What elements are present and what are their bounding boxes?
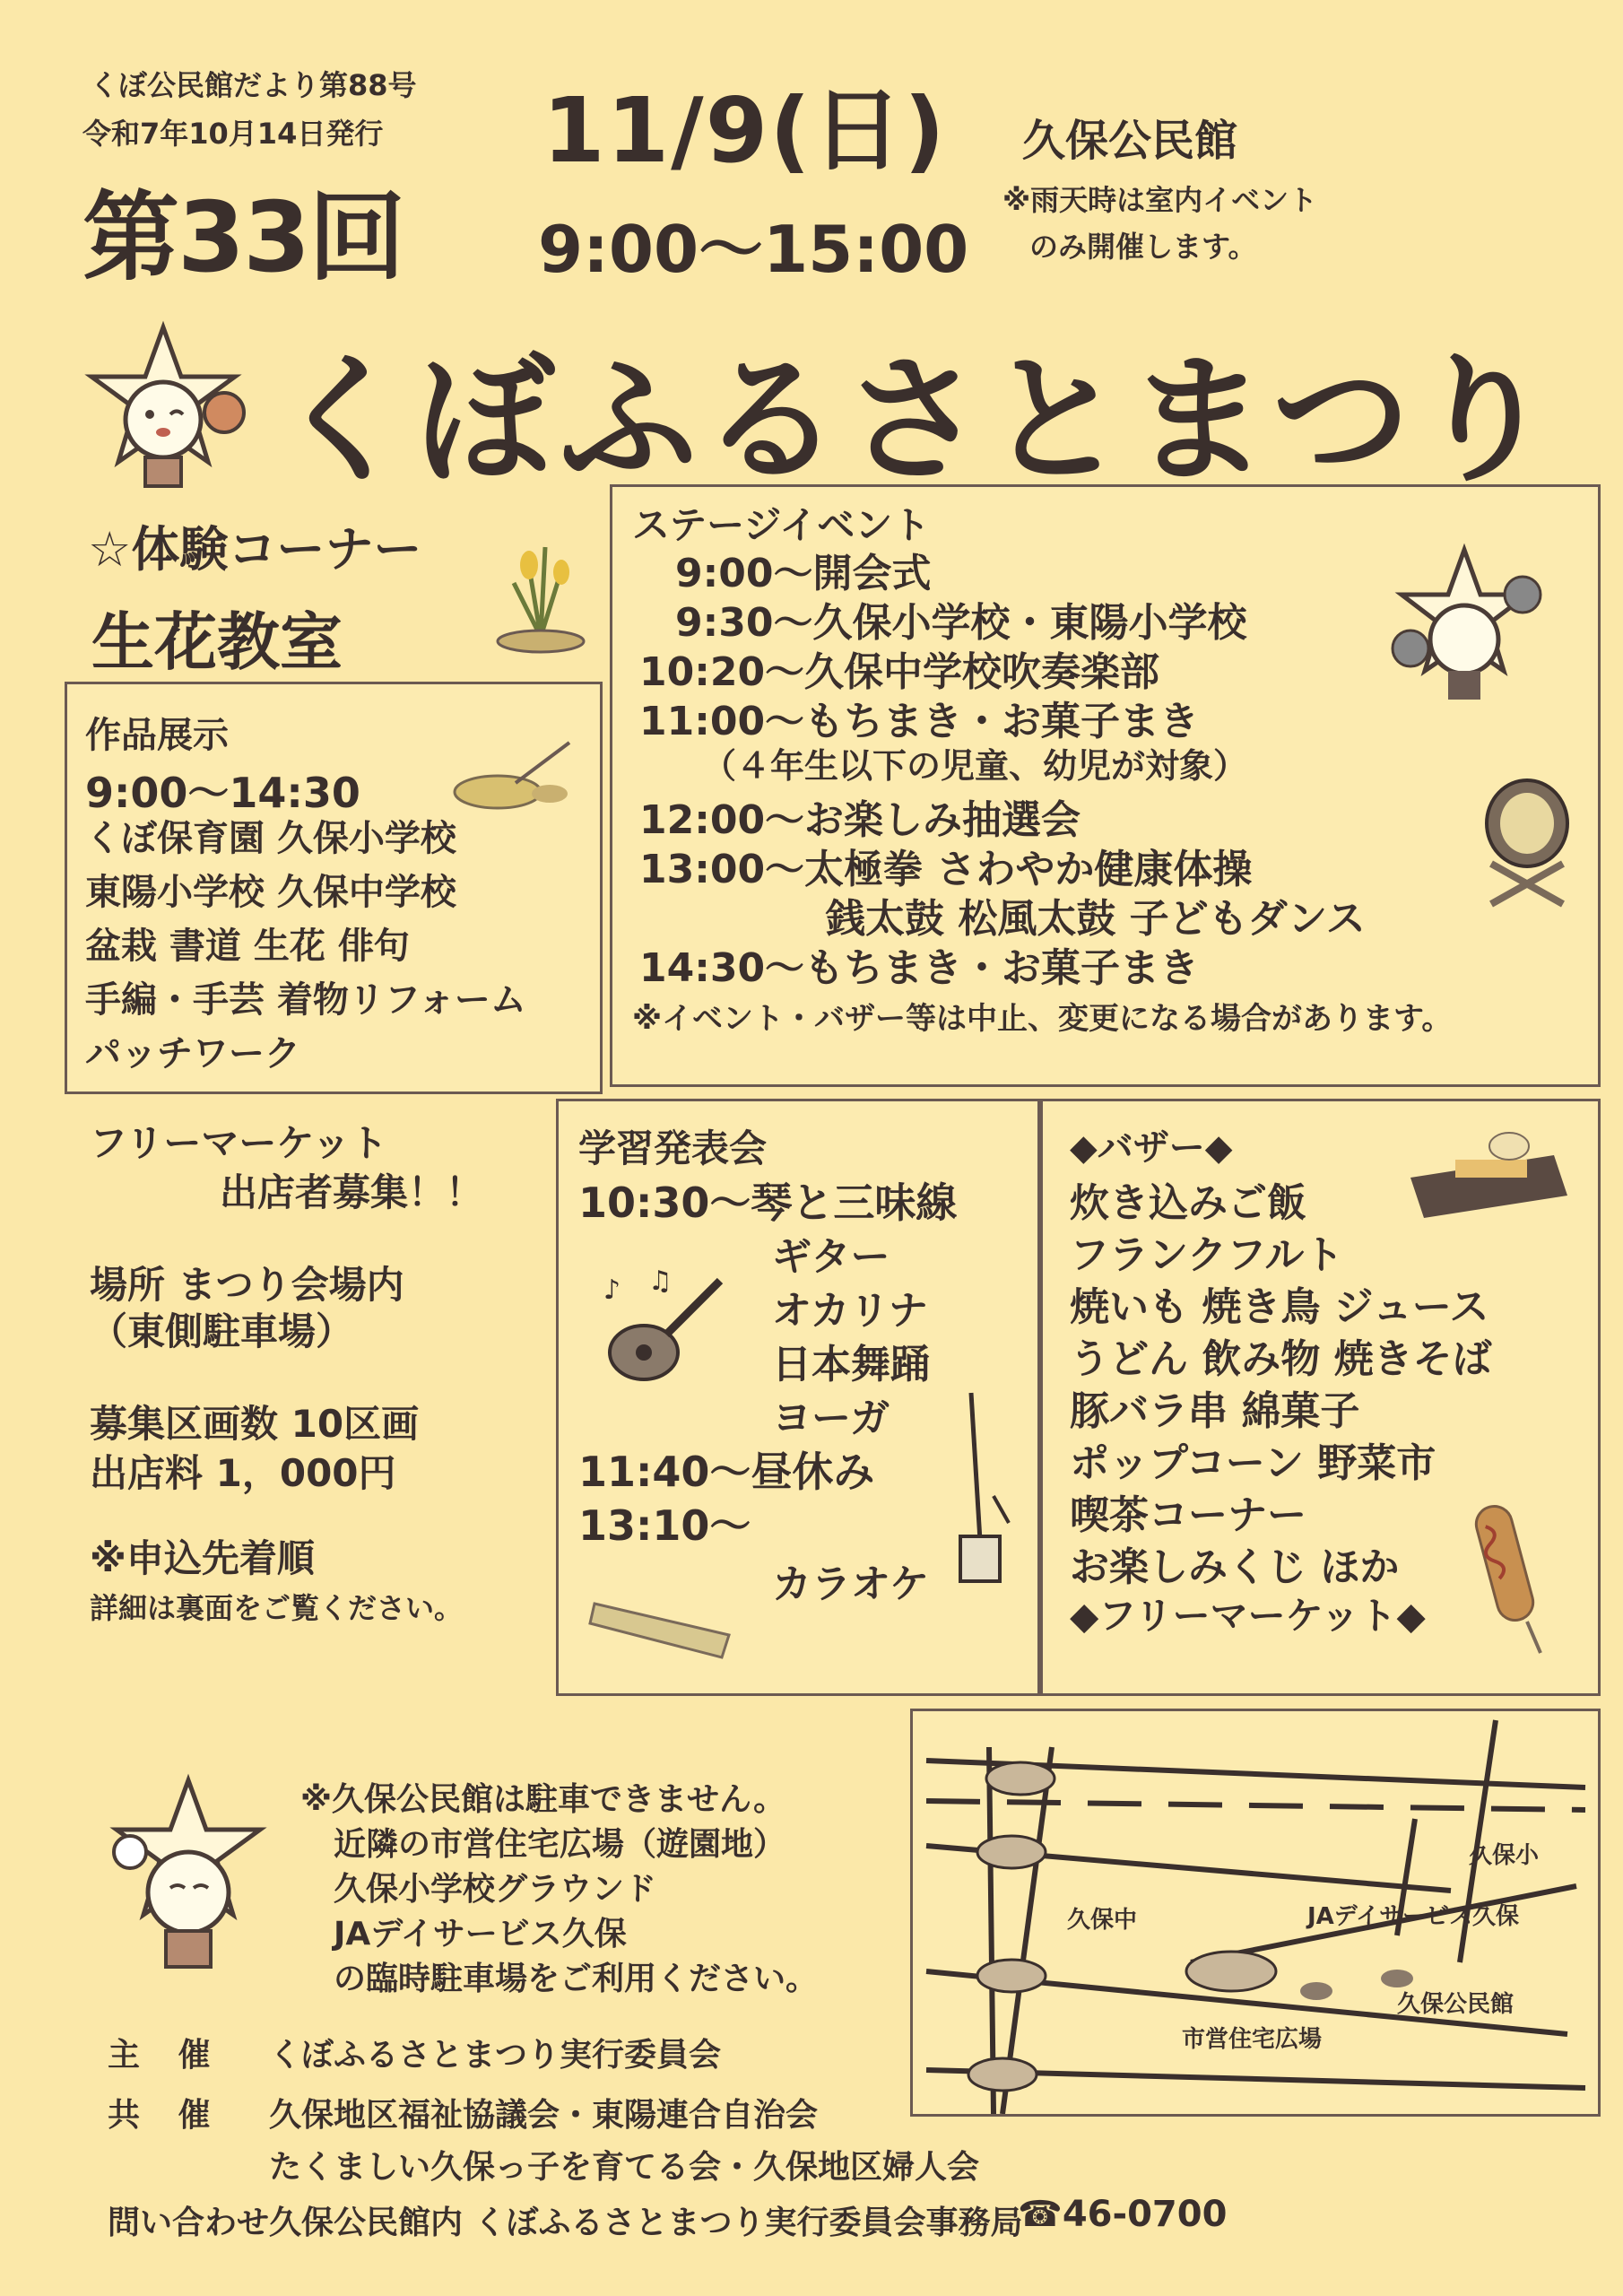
study-line: ギター <box>772 1234 890 1280</box>
stage-line: 12:00〜お楽しみ抽選会 <box>639 797 1081 843</box>
rain-note-line2: のみ開催します。 <box>1029 230 1257 264</box>
works-time: 9:00〜14:30 <box>85 769 360 817</box>
flower-arrangement-icon <box>491 538 590 655</box>
parking-line: の臨時駐車場をご利用ください。 <box>334 1961 819 1997</box>
host-name: くぼふるさとまつり実行委員会 <box>269 2037 722 2074</box>
experience-heading: ☆体験コーナー <box>88 521 422 578</box>
contact-phone: ☎46-0700 <box>1018 2194 1228 2235</box>
issue-date: 令和7年10月14日発行 <box>82 117 384 151</box>
flea-detail: 詳細は裏面をご覧ください。 <box>90 1591 464 1625</box>
parking-mascot-icon <box>90 1771 287 1978</box>
contact-label: 問い合わせ <box>108 2205 270 2241</box>
bazaar-line: お楽しみくじ ほか <box>1070 1544 1400 1590</box>
works-line: パッチワーク <box>85 1033 300 1074</box>
koto-icon <box>586 1586 738 1666</box>
stage-events-box <box>610 484 1601 1087</box>
bazaar-line: 豚バラ串 綿菓子 <box>1070 1388 1360 1434</box>
contact-office: 久保公民館内 くぼふるさとまつり実行委員会事務局 <box>269 2205 1023 2241</box>
bazaar-line: ポップコーン 野菜市 <box>1070 1440 1436 1486</box>
stage-line: 11:00〜もちまき・お菓子まき <box>639 699 1200 744</box>
works-heading: 作品展示 <box>85 715 229 756</box>
stage-line: （４年生以下の児童、幼児が対象） <box>702 746 1248 786</box>
flea-place: 場所 まつり会場内 <box>90 1263 404 1307</box>
study-line: カラオケ <box>772 1561 930 1607</box>
bazaar-line: ◆フリーマーケット◆ <box>1070 1594 1426 1638</box>
edition-number: 第33回 <box>82 182 404 294</box>
study-line: 11:40〜昼休み <box>578 1448 875 1496</box>
cheering-mascot-icon <box>1375 541 1554 711</box>
stage-line: 9:30〜久保小学校・東陽小学校 <box>675 600 1247 646</box>
map-label-ja-day-service: JAデイサービス久保 <box>1307 1903 1519 1930</box>
svg-text:♫: ♫ <box>648 1265 673 1297</box>
map-label-housing-plaza: 市営住宅広場 <box>1182 2026 1323 2053</box>
bazaar-line: うどん 飲み物 焼きそば <box>1070 1336 1492 1382</box>
study-line: 日本舞踊 <box>772 1342 930 1387</box>
experience-subheading: 生花教室 <box>91 605 343 679</box>
issue-number: くぼ公民館だより第88号 <box>90 68 417 102</box>
stage-line: 銭太鼓 松風太鼓 子どもダンス <box>826 896 1366 942</box>
stage-line: 13:00〜太極拳 さわやか健康体操 <box>639 847 1253 892</box>
guitar-icon <box>595 1263 747 1397</box>
bazaar-line: 喫茶コーナー <box>1070 1492 1306 1538</box>
svg-text:♪: ♪ <box>603 1274 621 1306</box>
bazaar-line: 焼いも 焼き鳥 ジュース <box>1070 1284 1489 1330</box>
flea-fee: 出店料 1，000円 <box>90 1451 396 1495</box>
stage-heading: ステージイベント <box>632 503 931 547</box>
parking-line: JAデイサービス久保 <box>334 1916 627 1952</box>
stage-line: 9:00〜開会式 <box>675 551 932 596</box>
bazaar-heading: ◆バザー◆ <box>1070 1127 1233 1169</box>
event-time: 9:00〜15:00 <box>538 212 969 287</box>
bazaar-line: 炊き込みご飯 <box>1070 1180 1306 1226</box>
cohost-line2: たくましい久保っ子を育てる会・久保地区婦人会 <box>269 2149 980 2186</box>
mascot-icon <box>74 314 253 493</box>
works-line: 盆栽 書道 生花 俳句 <box>85 926 410 967</box>
flea-count: 募集区画数 10区画 <box>90 1402 420 1446</box>
parking-line: 久保小学校グラウンド <box>334 1871 657 1908</box>
cohost-label: 共 催 <box>108 2097 211 2134</box>
event-date: 11/9(日) <box>542 78 947 183</box>
parking-line: 近隣の市営住宅広場（遊園地） <box>334 1826 786 1863</box>
shamisen-icon <box>944 1388 1016 1595</box>
map-label-kubo-junior-high: 久保中 <box>1067 1907 1138 1934</box>
frankfurter-icon <box>1455 1496 1563 1657</box>
flea-heading-line1: フリーマーケット <box>90 1121 388 1165</box>
study-line: 10:30〜琴と三味線 <box>578 1178 958 1227</box>
host-label: 主 催 <box>108 2037 211 2074</box>
works-line: 手編・手芸 着物リフォーム <box>85 979 526 1021</box>
study-line: ヨーガ <box>772 1396 890 1441</box>
stage-note: ※イベント・バザー等は中止、変更になる場合があります。 <box>632 1001 1453 1037</box>
bazaar-line: フランクフルト <box>1070 1232 1344 1278</box>
stage-line: 14:30〜もちまき・お菓子まき <box>639 945 1200 991</box>
map-label-kubo-elementary: 久保小 <box>1469 1842 1540 1869</box>
access-map <box>910 1709 1601 2117</box>
flea-order: ※申込先着順 <box>90 1536 315 1580</box>
flea-place-detail: （東側駐車場） <box>90 1309 354 1353</box>
yakitori-icon <box>1402 1124 1572 1231</box>
flea-heading-line2: 出店者募集！！ <box>220 1170 484 1214</box>
map-label-community-center: 久保公民館 <box>1397 1991 1515 2018</box>
works-exhibition-box <box>65 682 603 1094</box>
rain-note-line1: ※雨天時は室内イベント <box>1002 183 1318 217</box>
festival-title: くぼふるさとまつり <box>273 339 1557 501</box>
study-line: オカリナ <box>772 1288 928 1334</box>
calligraphy-icon <box>444 729 578 819</box>
study-heading: 学習発表会 <box>578 1126 768 1170</box>
taiko-drum-icon <box>1473 774 1581 909</box>
bazaar-box <box>1040 1099 1601 1696</box>
works-line: くぼ保育園 久保小学校 <box>85 818 456 859</box>
study-presentation-box <box>556 1099 1040 1696</box>
parking-line: ※久保公民館は駐車できません。 <box>300 1781 786 1818</box>
event-venue: 久保公民館 <box>1022 116 1238 166</box>
cohost-line1: 久保地区福祉協議会・東陽連合自治会 <box>269 2097 819 2134</box>
study-line: 13:10〜 <box>578 1501 751 1550</box>
stage-line: 10:20〜久保中学校吹奏楽部 <box>639 649 1160 695</box>
works-line: 東陽小学校 久保中学校 <box>85 872 456 913</box>
